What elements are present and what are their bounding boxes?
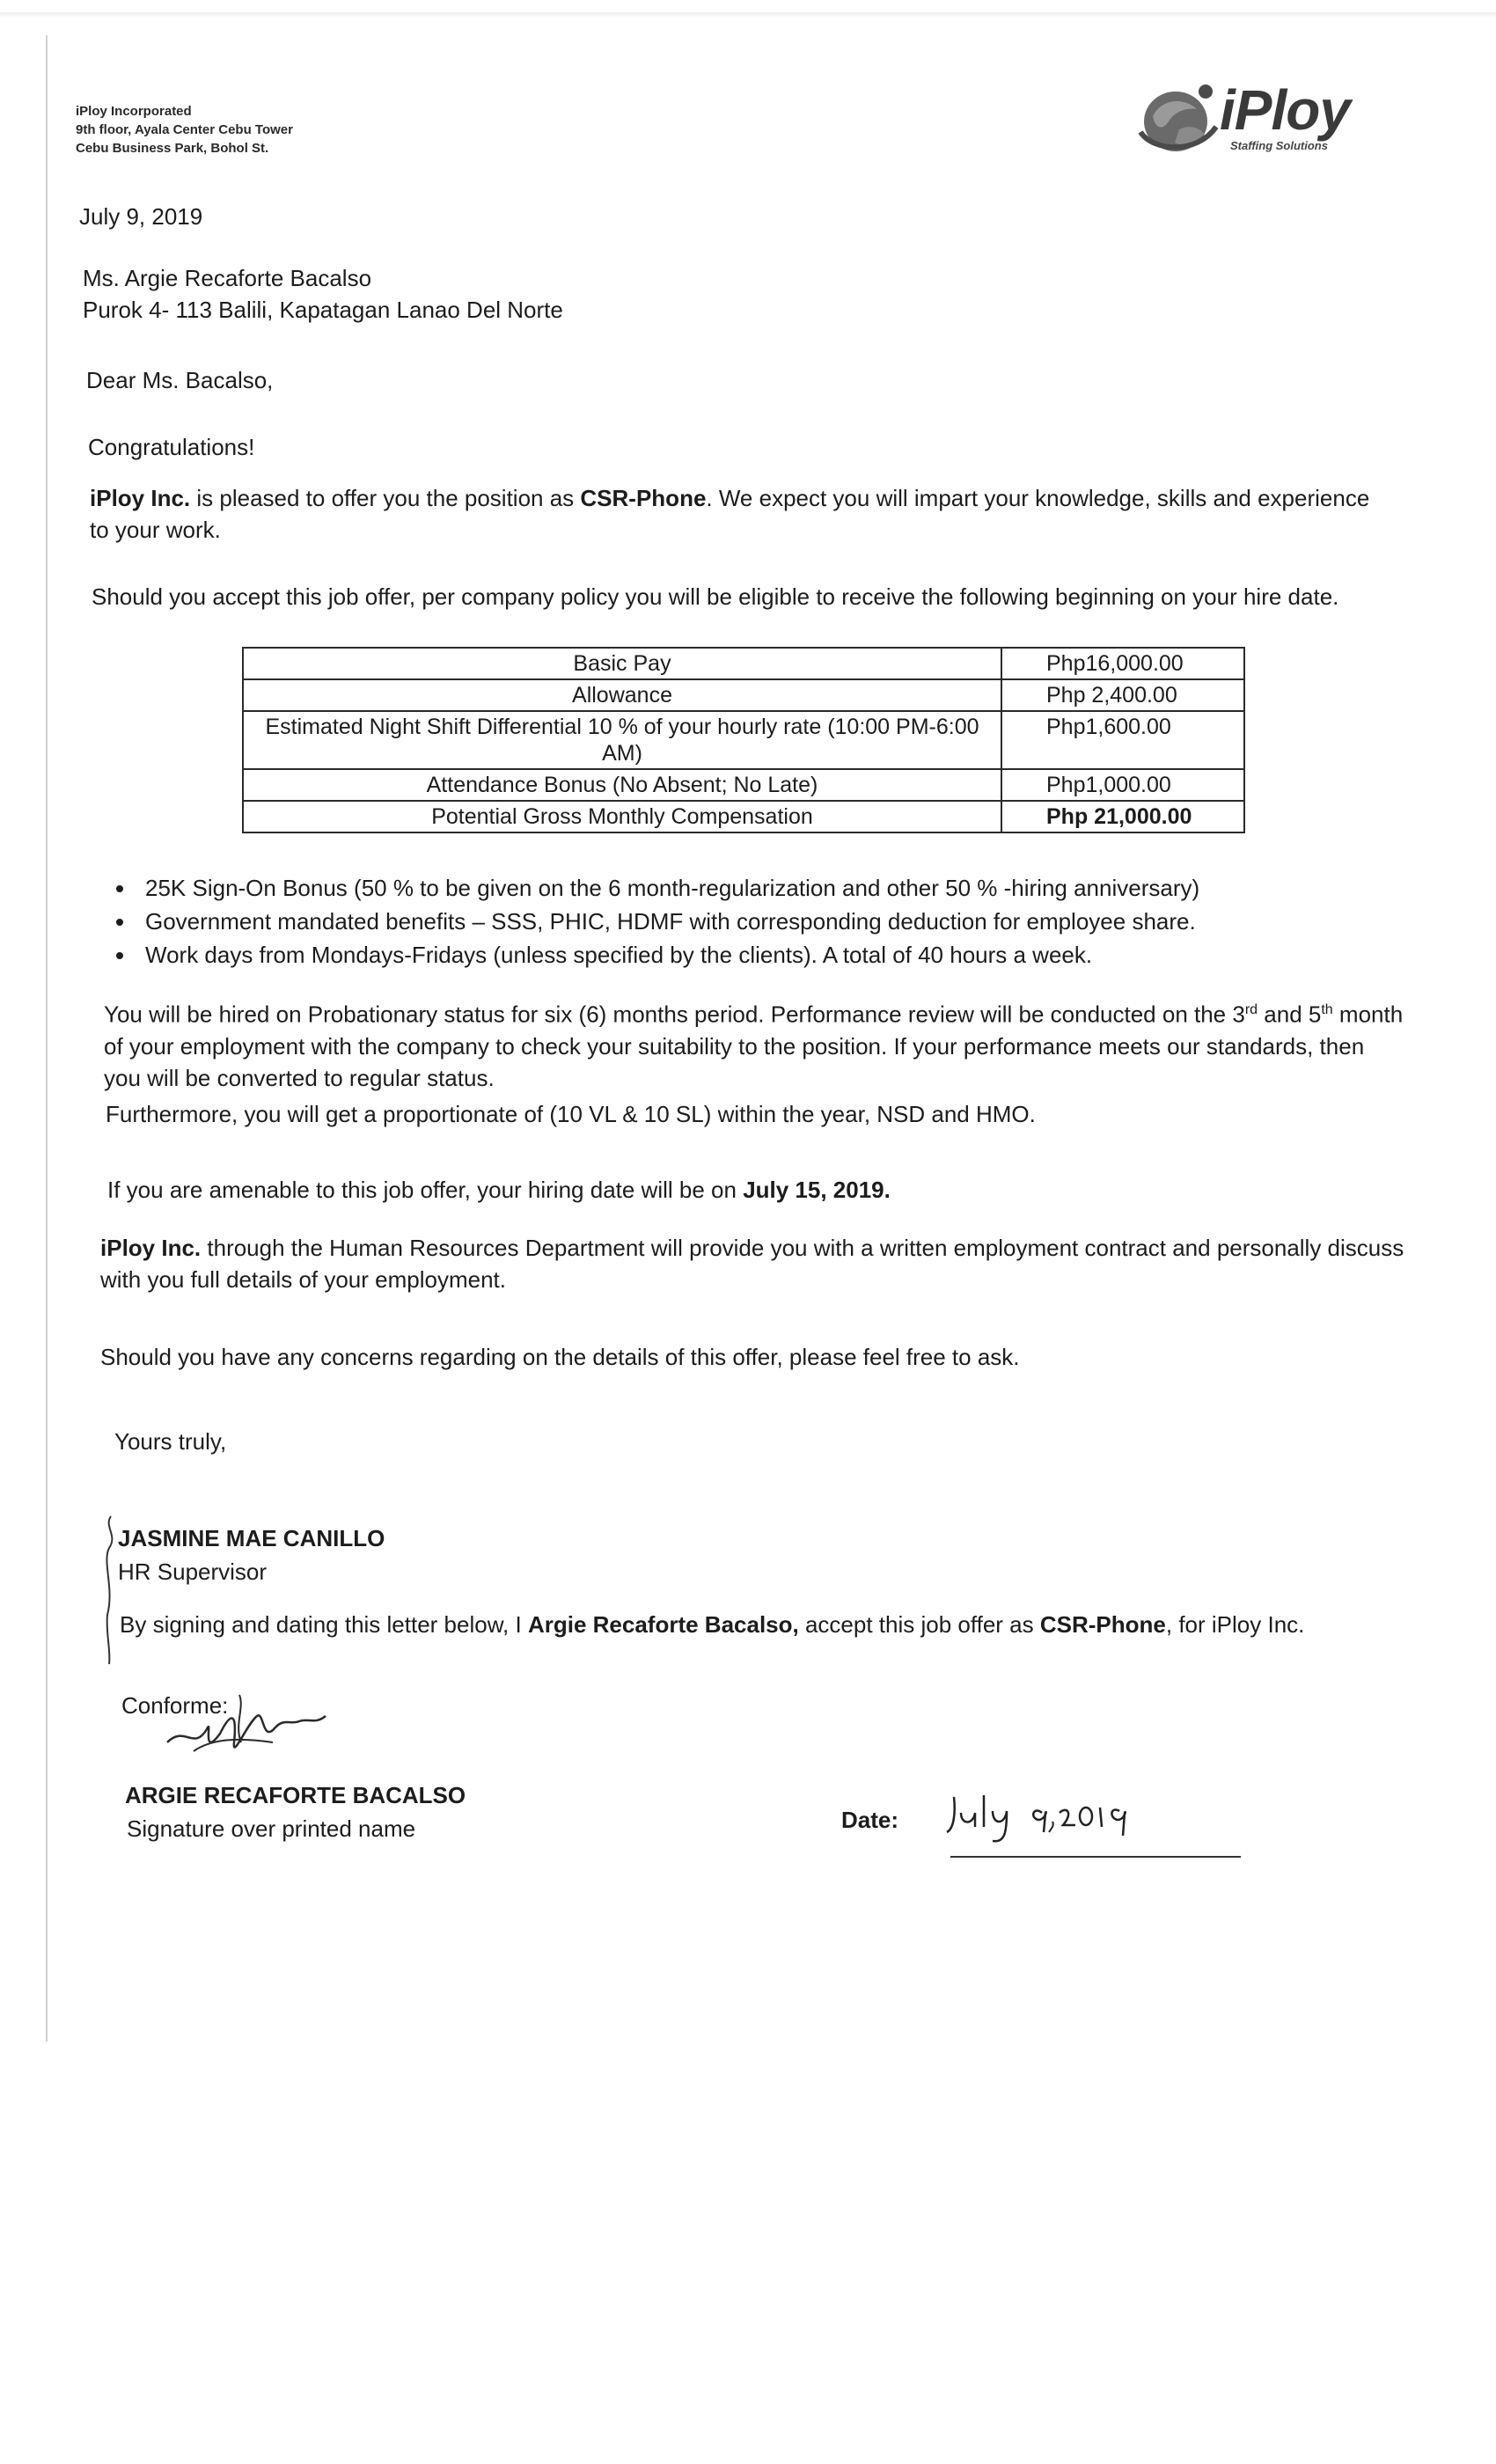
greeting: Congratulations! [88, 434, 255, 460]
accept-text-3: , for iPloy Inc. [1165, 1611, 1305, 1638]
accept-name: Argie Recaforte Bacalso, [527, 1611, 799, 1638]
list-item: • Government mandated benefits – SSS, PHIC, HDMF with corresponding deduction for employee share. [136, 905, 1439, 938]
signatory-name: JASMINE MAE CANILLO [118, 1525, 385, 1551]
offer-text-1: is pleased to offer you the position as [190, 485, 581, 511]
signature-scribble-icon [158, 1690, 334, 1769]
hiring-text: If you are amenable to this job offer, your hiring date will be on [107, 1177, 744, 1203]
comp-label: Allowance [243, 679, 1001, 711]
comp-value: Php 2,400.00 [1001, 679, 1244, 711]
hiring-date: July 15, 2019. [743, 1177, 891, 1203]
leave-paragraph: Furthermore, you will get a proportionate of (10 VL & 10 SL) within the year, NSD and HMO. [106, 1101, 1036, 1127]
eligibility-paragraph: Should you accept this job offer, per company policy you will be eligible to receive the following beginning on your hire date. [92, 583, 1339, 610]
comp-label: Attendance Bonus (No Absent; No Late) [243, 769, 1001, 801]
globe-icon [1135, 81, 1220, 157]
probation-paragraph [104, 994, 1406, 1094]
offer-paragraph [90, 482, 1392, 546]
sender-address [76, 102, 293, 158]
table-row [243, 711, 1244, 769]
recipient-name: Ms. Argie Recaforte Bacalso [83, 265, 372, 291]
probation-text-3: month of your employment with the company to check your suitability to the position. If your performance meets our standards, then you will be converted to regular status. [104, 1001, 1404, 1091]
accept-text-2: accept this job offer as [798, 1611, 1040, 1638]
sender-company: iPloy Incorporated [76, 104, 192, 119]
hr-text: through the Human Resources Department will provide you with a written employment contract and personally discuss with you full details of your employment. [100, 1235, 1404, 1293]
signatory-title: HR Supervisor [118, 1558, 268, 1585]
comp-label: Basic Pay [243, 648, 1001, 679]
comp-total-value: Php 21,000.00 [1001, 801, 1244, 832]
accept-text-1: By signing and dating this letter below, I [120, 1611, 528, 1638]
comp-value: Php1,000.00 [1001, 769, 1244, 801]
table-row [243, 648, 1244, 679]
company-logo [1135, 76, 1382, 164]
list-item: • 25K Sign-On Bonus (50 % to be given on the 6 month-regularization and other 50 % -hiring anniversary) [136, 871, 1439, 905]
table-row [243, 769, 1244, 801]
superscript-th: th [1321, 1002, 1333, 1017]
probation-text-1: You will be hired on Probationary status for six (6) months period. Performance review will be conducted on the 3 [104, 1001, 1245, 1028]
scan-edge-top [0, 12, 1496, 18]
conforme-label: Conforme: [121, 1692, 229, 1719]
accept-position: CSR-Phone [1039, 1611, 1166, 1638]
letter-date: July 9, 2019 [79, 203, 203, 230]
compensation-table [242, 647, 1245, 833]
table-row [243, 801, 1244, 832]
logo-tagline: Staffing Solutions [1230, 139, 1328, 152]
superscript-rd: rd [1244, 1002, 1258, 1017]
offer-text-2: . We expect you will impart your knowledge, skills and experience to your work. [90, 485, 1370, 543]
benefits-list [88, 871, 1439, 972]
closing: Yours truly, [114, 1428, 227, 1455]
list-item: • Work days from Mondays-Fridays (unless specified by the clients). A total of 40 hours a week. [136, 938, 1439, 972]
acceptance-paragraph [120, 1609, 1304, 1640]
hr-company: iPloy Inc. [100, 1235, 202, 1261]
date-label: Date: [841, 1807, 899, 1833]
offer-position: CSR-Phone [580, 485, 707, 511]
comp-value: Php1,600.00 [1001, 711, 1244, 769]
hr-paragraph [100, 1232, 1412, 1295]
employee-caption: Signature over printed name [127, 1815, 416, 1842]
table-row [243, 679, 1244, 711]
sender-floor: 9th floor, Ayala Center Cebu Tower [76, 122, 293, 137]
sender-park: Cebu Business Park, Bohol St. [76, 141, 269, 156]
concerns-paragraph: Should you have any concerns regarding on the details of this offer, please feel free to ask. [100, 1344, 1020, 1370]
salutation: Dear Ms. Bacalso, [86, 367, 274, 393]
offer-company: iPloy Inc. [90, 485, 191, 511]
comp-label: Estimated Night Shift Differential 10 % of your hourly rate (10:00 PM-6:00 AM) [243, 711, 1001, 769]
hiring-paragraph [107, 1174, 891, 1206]
employee-name: ARGIE RECAFORTE BACALSO [125, 1782, 466, 1808]
comp-label: Potential Gross Monthly Compensation [243, 801, 1001, 832]
scan-edge-left [46, 35, 48, 2042]
logo-brand: iPloy [1220, 78, 1350, 142]
handwritten-date [943, 1786, 1146, 1848]
comp-value: Php16,000.00 [1001, 648, 1244, 679]
recipient-address: Purok 4- 113 Balili, Kapatagan Lanao Del Norte [83, 297, 563, 323]
probation-text-2: and 5 [1258, 1001, 1322, 1028]
